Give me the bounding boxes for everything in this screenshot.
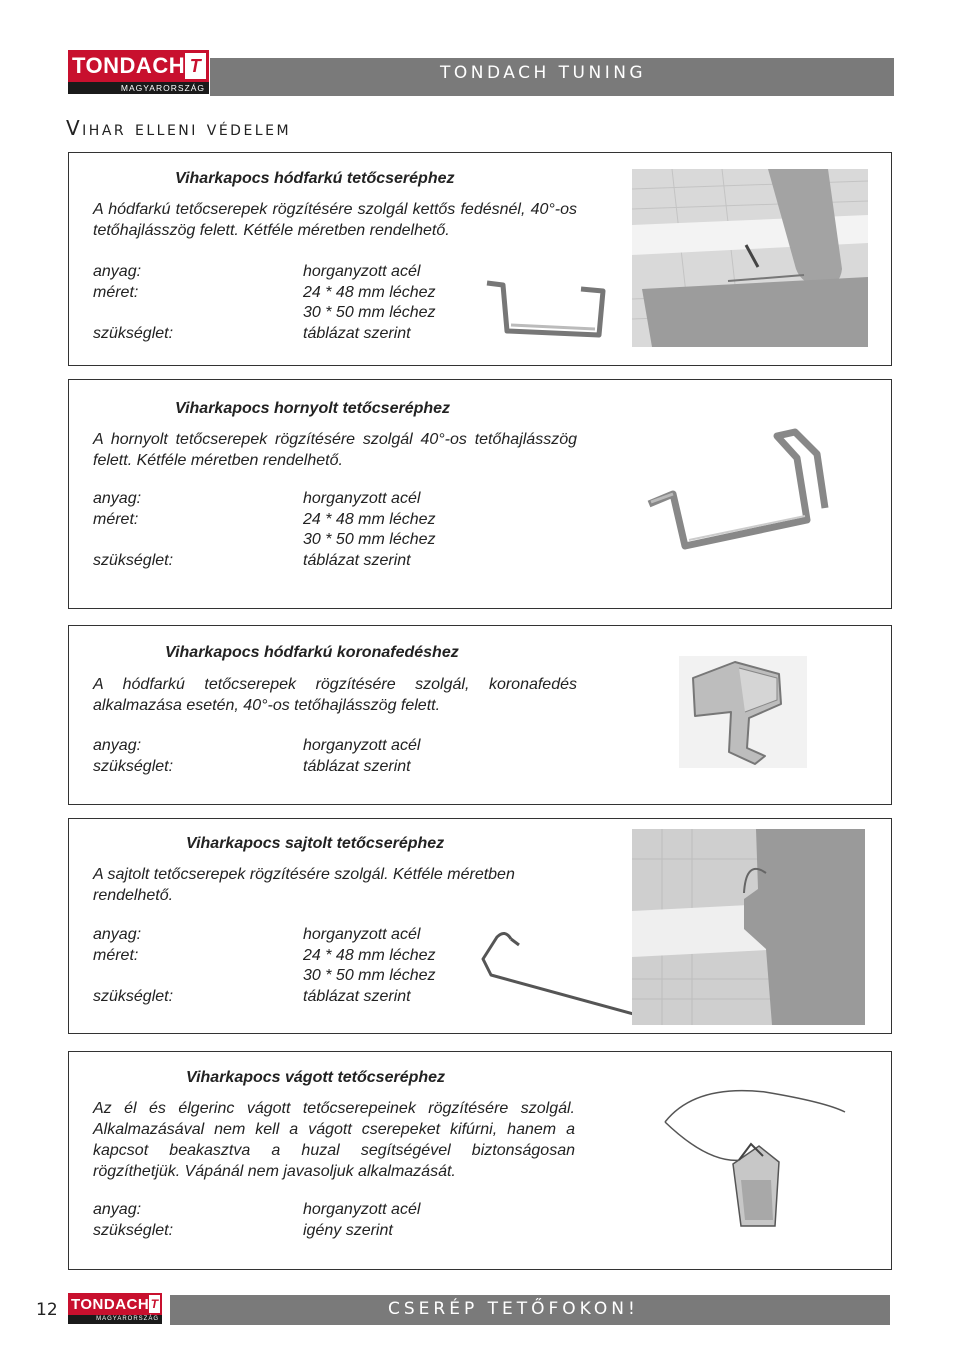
roof-photo <box>632 169 868 347</box>
spec-label: szükséglet: <box>93 987 174 1005</box>
spec-label: szükséglet: <box>93 551 174 569</box>
spec-value: 24 * 48 mm léchez <box>303 946 436 964</box>
brand-logo <box>68 50 209 94</box>
spec-value: táblázat szerint <box>303 551 411 569</box>
brand-name: TONDACH <box>72 53 186 78</box>
spec-value: horganyzott acél <box>303 1201 421 1218</box>
spec-label: méret: <box>93 283 139 301</box>
brand-country: MAGYARORSZÁG <box>68 1315 162 1324</box>
brand-mark-icon: T <box>185 53 206 79</box>
spec-value: táblázat szerint <box>303 324 411 342</box>
product-card <box>68 1051 892 1270</box>
wire-clip-image <box>655 1080 855 1240</box>
roof-photo <box>632 829 865 1025</box>
section-title: Vihar elleni védelem <box>66 116 292 140</box>
spec-label: anyag: <box>93 263 142 280</box>
clip-image <box>639 428 879 558</box>
spec-value: 24 * 48 mm léchez <box>303 283 436 301</box>
brand-logo <box>68 1293 162 1324</box>
spec-label: szükséglet: <box>93 324 174 342</box>
spec-value: horganyzott acél <box>303 490 421 507</box>
header-title: TONDACH TUNING <box>440 63 647 83</box>
product-card <box>68 818 892 1034</box>
spec-value: 30 * 50 mm léchez <box>303 531 436 548</box>
product-description: A hódfarkú tetőcserepek rögzítésére szolgál kettős fedésnél, 40°-os tetőhajlásszög felett. Kétféle méretben rendelhető. <box>93 201 577 239</box>
product-title: Viharkapocs sajtolt tetőcseréphez <box>186 835 445 852</box>
spec-table <box>93 489 436 571</box>
product-description: A sajtolt tetőcserepek rögzítésére szolgál. Kétféle méretben rendelhető. <box>93 866 515 904</box>
brand-mark-icon: T <box>150 1297 159 1311</box>
spec-value: horganyzott acél <box>303 263 421 280</box>
spec-value: igény szerint <box>303 1221 393 1239</box>
spec-label: méret: <box>93 946 139 964</box>
spec-value: táblázat szerint <box>303 757 411 775</box>
product-title: Viharkapocs hódfarkú tetőcseréphez <box>175 170 455 187</box>
spec-label: anyag: <box>93 737 142 754</box>
spec-label: anyag: <box>93 926 142 943</box>
footer-title: CSERÉP TETŐFOKON! <box>388 1299 639 1319</box>
spec-value: 30 * 50 mm léchez <box>303 304 436 321</box>
spec-label: szükséglet: <box>93 757 174 775</box>
spec-value: horganyzott acél <box>303 737 421 754</box>
product-description: A hódfarkú tetőcserepek rögzítésére szolgál, koronafedés alkalmazása esetén, 40°-os tetőhajlásszög felett. <box>93 676 577 714</box>
spec-table <box>93 262 436 344</box>
spec-label: méret: <box>93 510 139 528</box>
spec-value: horganyzott acél <box>303 926 421 943</box>
product-card <box>68 625 892 805</box>
spec-value: 30 * 50 mm léchez <box>303 967 436 984</box>
clip-image <box>481 273 611 343</box>
product-title: Viharkapocs vágott tetőcseréphez <box>186 1069 446 1086</box>
spec-label: anyag: <box>93 490 142 507</box>
page-number: 12 <box>36 1300 58 1320</box>
brand-name: TONDACH <box>71 1295 150 1313</box>
spec-label: szükséglet: <box>93 1221 174 1239</box>
spec-label: anyag: <box>93 1201 142 1218</box>
product-description: Az él és élgerinc vágott tetőcserepeinek rögzítésére szolgál. Alkalmazásával nem kell a vágott cserepeket kifúrni, hanem a kapcsot beakasztva a huzal segítségével biztonságosan rögzíthetjük. Vápánál nem javasoljuk alkalmazását. <box>93 1100 575 1180</box>
product-title: Viharkapocs hódfarkú koronafedéshez <box>165 644 459 661</box>
spec-value: táblázat szerint <box>303 987 411 1005</box>
brand-country: MAGYARORSZÁG <box>68 82 209 94</box>
spec-table <box>93 925 436 1007</box>
spec-table <box>93 736 420 777</box>
product-title: Viharkapocs hornyolt tetőcseréphez <box>175 400 451 417</box>
clip-image <box>679 656 807 768</box>
spec-value: 24 * 48 mm léchez <box>303 510 436 528</box>
product-card <box>68 379 892 609</box>
product-description: A hornyolt tetőcserepek rögzítésére szolgál 40°-os tetőhajlásszög felett. Kétféle méretben rendelhető. <box>93 431 577 469</box>
spec-table <box>93 1200 420 1241</box>
product-card <box>68 152 892 366</box>
